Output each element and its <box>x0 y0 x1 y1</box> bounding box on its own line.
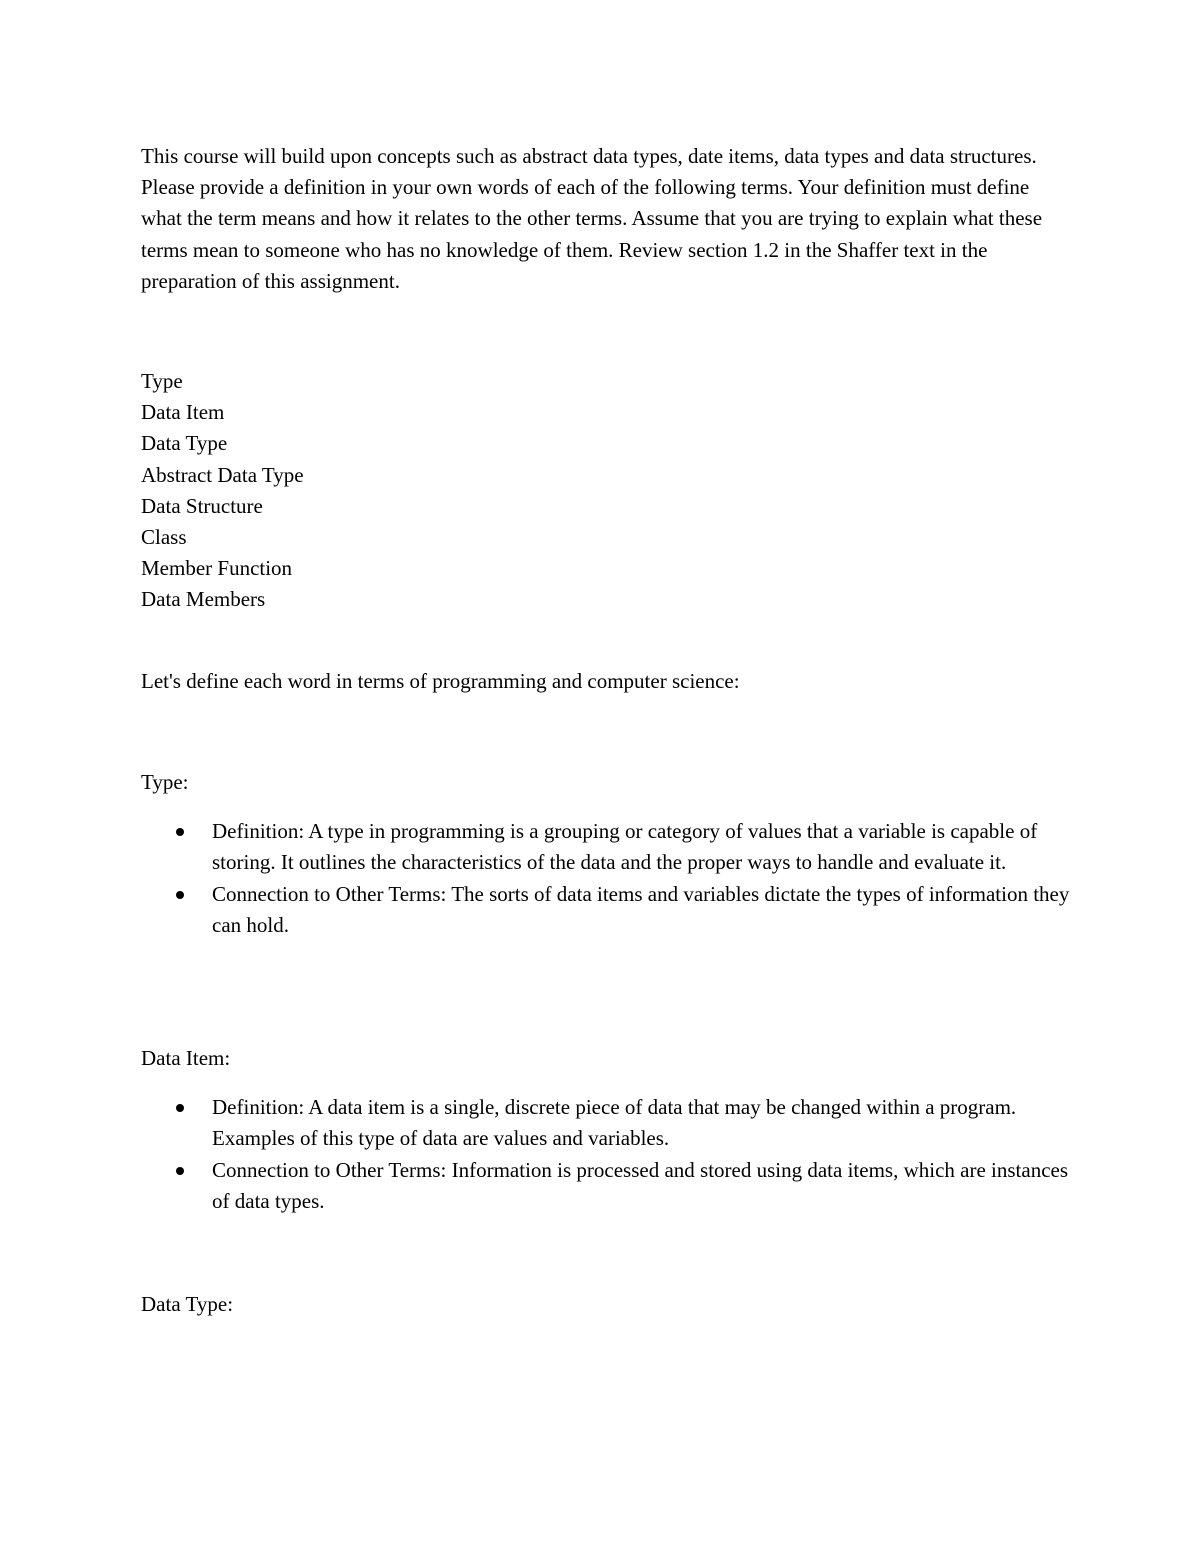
bullet-text: Definition: A type in programming is a grouping or category of values that a variable is capable of storing. It outlines the characteristics of the data and the proper ways to handle and evaluate it. <box>212 819 1038 875</box>
intro-paragraph: This course will build upon concepts such as abstract data types, date items, data types and data structures. Please provide a definition in your own words of each of the following terms. Your definition must define what the term means and how it relates to the other terms. Assume that you are trying to explain what these terms mean to someone who has no knowledge of them. Review section 1.2 in the Shaffer text in the preparation of this assignment. <box>141 144 1043 293</box>
term-item: Data Members <box>141 587 266 612</box>
bullet-list <box>141 816 1071 941</box>
document-body <box>141 141 1071 1316</box>
lets-define-line: Let's define each word in terms of programming and computer science: <box>141 669 740 693</box>
section-type <box>141 767 1071 941</box>
bullet-text: Connection to Other Terms: Information is processed and stored using data items, which are instances of data types. <box>212 1157 1069 1213</box>
term-item: Type <box>141 369 183 393</box>
bullet-dot-icon <box>176 1104 184 1112</box>
bullet-item <box>141 1155 1071 1217</box>
bullet-list <box>141 1092 1071 1217</box>
section-heading: Type: <box>141 770 189 794</box>
term-item: Data Structure <box>141 493 263 518</box>
section-data-type <box>141 1289 1071 1320</box>
bullet-item <box>141 1092 1071 1154</box>
term-item: Class <box>141 524 187 549</box>
bullet-item <box>141 816 1071 878</box>
bullet-item <box>141 879 1071 941</box>
bullet-dot-icon <box>176 1167 184 1175</box>
section-heading: Data Type: <box>141 1292 234 1316</box>
bullet-text: Connection to Other Terms: The sorts of data items and variables dictate the types of information they can hold. <box>212 881 1070 937</box>
section-heading: Data Item: <box>141 1046 231 1070</box>
bullet-dot-icon <box>176 891 184 899</box>
term-item: Member Function <box>141 556 293 581</box>
term-item: Abstract Data Type <box>141 462 304 487</box>
bullet-dot-icon <box>176 828 184 836</box>
bullet-text: Definition: A data item is a single, discrete piece of data that may be changed within a program. Examples of this type of data are values and variables. <box>212 1095 1017 1151</box>
term-list <box>141 366 304 616</box>
term-item: Data Type <box>141 431 228 456</box>
term-item: Data Item <box>141 400 225 425</box>
section-data-item <box>141 1043 1071 1217</box>
